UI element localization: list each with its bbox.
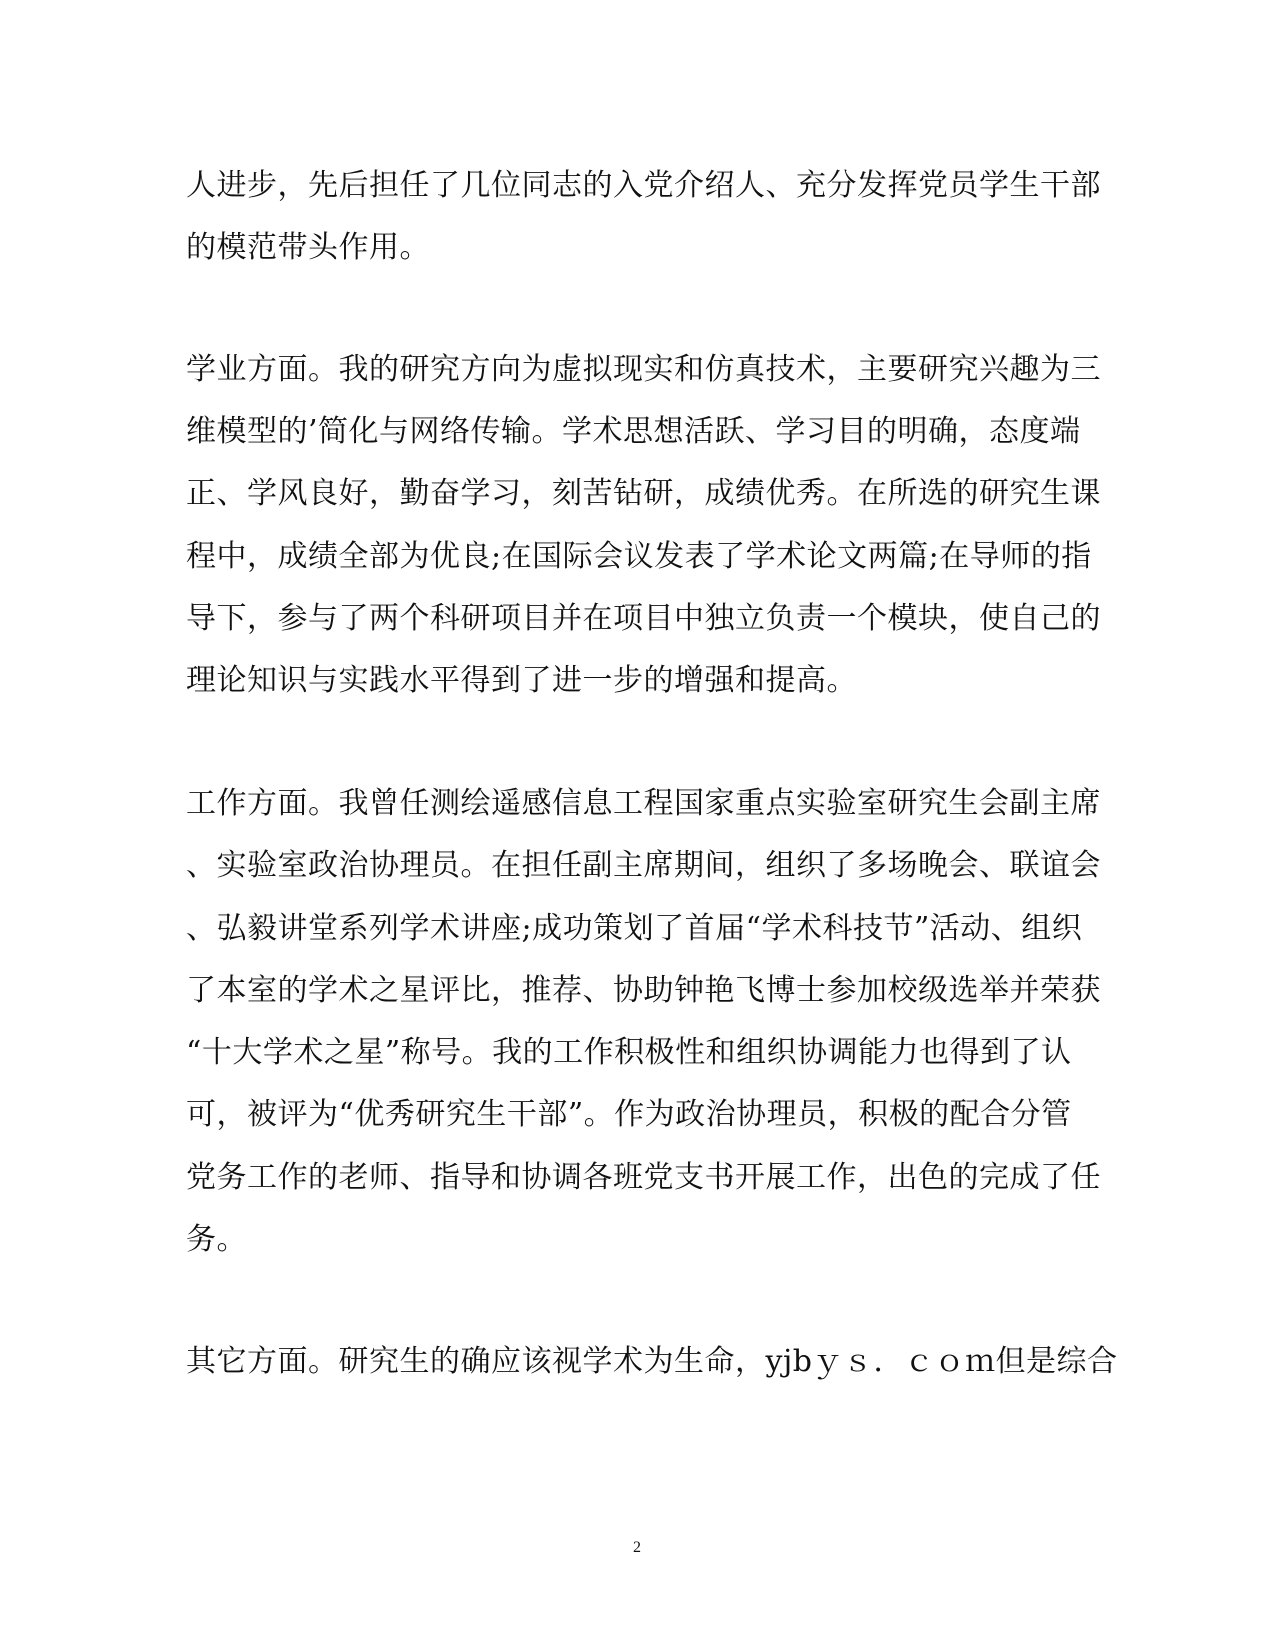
text-line: 正、学风良好，勤奋学习，刻苦钻研，成绩优秀。在所选的研究生课 <box>186 476 1101 511</box>
text-line: 了本室的学术之星评比，推荐、协助钟艳飞博士参加校级选举并荣获 <box>186 973 1101 1008</box>
text-line: 导下，参与了两个科研项目并在项目中独立负责一个模块，使自己的 <box>186 601 1101 636</box>
text-line: “十大学术之星”称号。我的工作积极性和组织协调能力也得到了认 <box>186 1035 1072 1070</box>
text-line: 、实验室政治协理员。在担任副主席期间，组织了多场晚会、联谊会 <box>186 848 1101 883</box>
text-line: 维模型的’简化与网络传输。学术思想活跃、学习目的明确，态度端 <box>186 414 1081 449</box>
text-line: 、弘毅讲堂系列学术讲座;成功策划了首届“学术科技节”活动、组织 <box>186 911 1083 946</box>
text-line: 学业方面。我的研究方向为虚拟现实和仿真技术，主要研究兴趣为三 <box>186 352 1101 387</box>
text-line: 的模范带头作用。 <box>186 230 430 265</box>
page-number: 2 <box>633 1539 641 1556</box>
text-line: 程中，成绩全部为优良;在国际会议发表了学术论文两篇;在导师的指 <box>186 539 1092 574</box>
text-line: 可，被评为“优秀研究生干部”。作为政治协理员，积极的配合分管 <box>186 1097 1072 1132</box>
text-line: 务。 <box>186 1222 247 1257</box>
text-line: 党务工作的老师、指导和协调各班党支书开展工作，出色的完成了任 <box>186 1160 1101 1195</box>
text-line: 理论知识与实践水平得到了进一步的增强和提高。 <box>186 663 857 698</box>
text-line: 工作方面。我曾任测绘遥感信息工程国家重点实验室研究生会副主席 <box>186 786 1101 821</box>
text-line: 其它方面。研究生的确应该视学术为生命，yjbｙｓ．ｃｏｍ但是综合 <box>186 1344 1118 1379</box>
text-line: 人进步，先后担任了几位同志的入党介绍人、充分发挥党员学生干部 <box>186 168 1101 203</box>
